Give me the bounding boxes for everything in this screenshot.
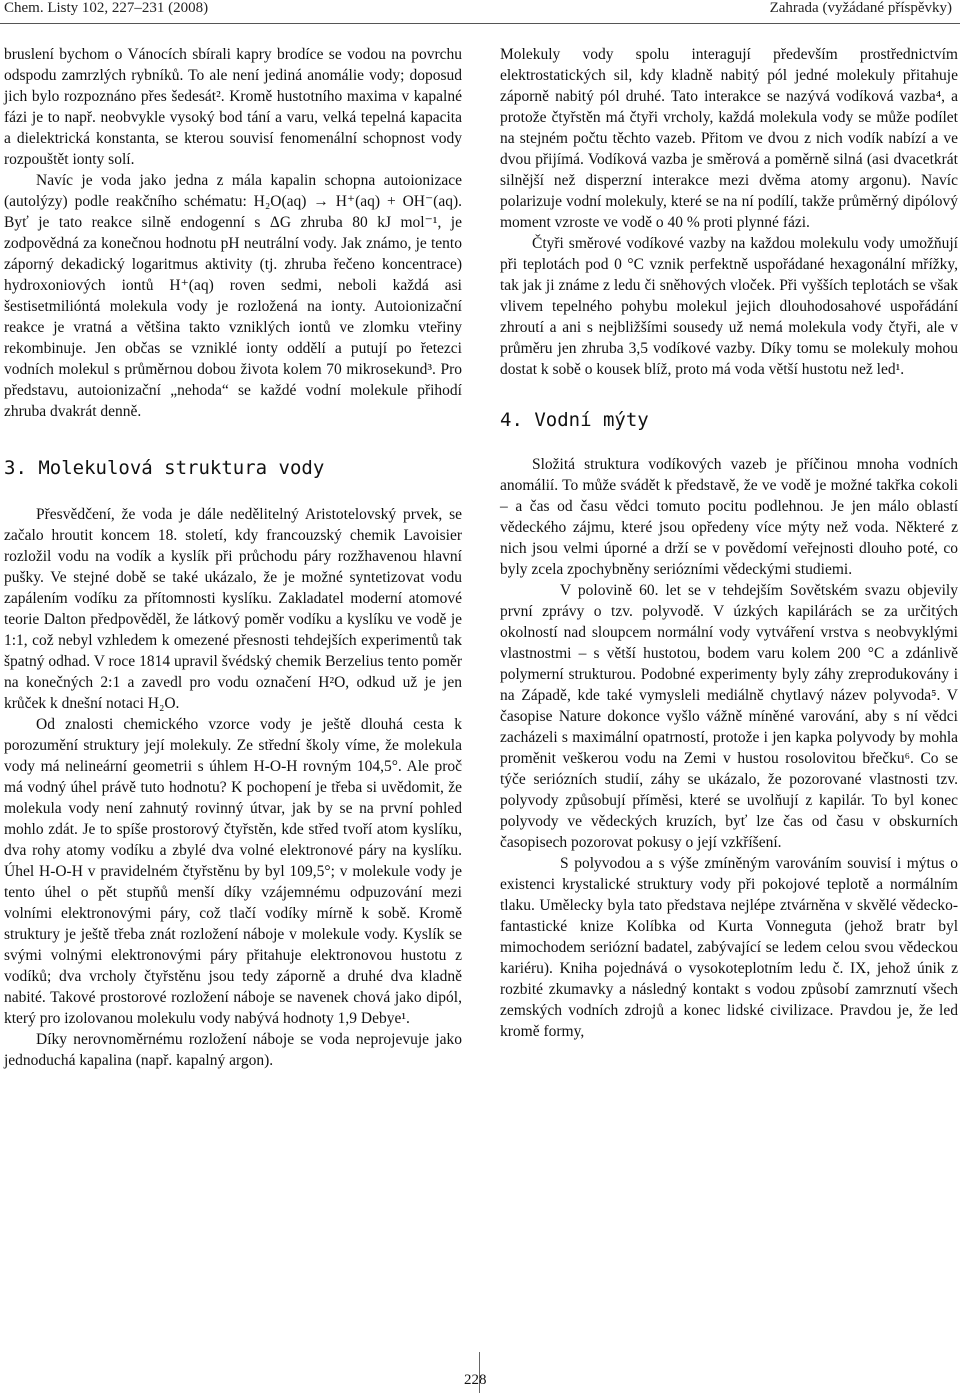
paragraph: V polovině 60. let se v tehdejším Sovětském svazu objevily první zprávy o tzv. polyvodě. V úzkých kapilárách se za určitých okolností nad sloupcem normální vody vytváření vrstva s neobvyklými vlastnostmi – s větší hustotou, bodem varu kolem 200 °C a zdánlivě polymerní strukturou. Podobné experimenty byly záhy zreprodukovány i na Západě, kde také vymysleli mediálně chytlavý název polyvoda⁵. V časopise Nature dokonce vyšlo vážně míněné varování, aby s ní vědci zacházeli s maximální opatrností, protože i jen kapka polyvody by mohla proměnit veškerou vodu na Zemi v hustou rosolovitou břečku⁶. Co se týče seriózních studií, záhy se ukázalo, že pozorované vlastnosti tzv. polyvody způsobují příměsi, které se uvolňují z kapilár. To byl konec polyvody ve vědeckých kruzích, byť lze čas od času v obskurních časopisech pozorovat pokusy o její vzkříšení. <box>500 582 958 851</box>
paragraph: Molekuly vody spolu interagují především prostřednictvím elektrostatických sil, kdy kladně nabitý pól jedné molekuly přitahuje záporně nabitý pól druhé. Tato interakce se nazývá vodíková vazba⁴, a protože čtyřstěn má čtyři vrcholy, každá molekula vody se může podílet na stejném počtu těchto vazeb. Přitom ve dvou z nich vodík nabízí a ve dvou přijímá. Vodíková vazba je směrová a poměrně silná (asi dvacetkrát silnější než disperzní interakce mezi dvěma atomy argonu). Navíc polarizuje vodní molekuly, které se na ní podílí, takže průměrný dipólový moment vzroste ve vodě o 40 % proti plynné fázi. <box>500 46 958 231</box>
paragraph: Přesvědčení, že voda je dále nedělitelný Aristotelovský prvek, se začalo hroutit koncem 18. století, kdy francouzský chemik Lavoisier rozložil vodu na vodík a kyslík při průchodu páry rozžhavenou hlavní pušky. Ve stejné době se také ukázalo, že je možné syntetizovat vodu zapálením vodíku za přítomnosti kyslíku. Zakladatel moderní atomové teorie Dalton předpověděl, že látkový poměr vodíku a kyslíku ve vodě je 1:1, což nebyl vzhledem k omezené přesnosti tehdejších experimentů tak špatný odhad. V roce 1814 upravil švédský chemik Berzelius tento poměr na konečných 2:1 a zavedl pro vodu označení H²O, odkud už je jen krůček k dnešní notaci H₂O. <box>4 506 462 712</box>
section-heading: 4. Vodní mýty <box>500 409 649 431</box>
left-column <box>4 44 462 1071</box>
paragraph: Díky nerovnoměrnému rozložení náboje se voda neprojevuje jako jednoduchá kapalina (např. kapalný argon). <box>4 1031 462 1069</box>
paragraph: bruslení bychom o Vánocích sbírali kapry brodíce se vodou na povrchu odspodu zamrzlých rybníků. To ale není jediná anomálie vody; doposud jich bylo rozpoznáno přes šedesát². Kromě hustotního maxima v kapalné fázi je to např. neobvykle vysoký bod tání a varu, velká tepelná kapacita a dielektrická konstanta, se kterou souvisí fenomenální schopnost vody rozpouštět ionty solí. <box>4 46 462 168</box>
paragraph: Od znalosti chemického vzorce vody je ještě dlouhá cesta k porozumění struktury její molekuly. Ze střední školy víme, že molekula vody má nelineární geometrii s úhlem H-O-H rovným 104,5°. Ale proč má vodný úhel právě tuto hodnotu? K pochopení je třeba si uvědomit, že molekula vody není zahnutý rovinný útvar, jak by se na první pohled mohlo zdát. Je to spíše prostorový čtyřstěn, kde střed tvoří atom kyslíku, dva rohy atomy vodíku a zbylé dva volné elektronové páry na kyslíku. Úhel H-O-H v pravidelném čtyřstěnu by byl 109,5°; v molekule vody je tento úhel o pět stupňů menší díky vzájemnému odpuzování mezi volními elektronovými páry, což tlačí vodíky mírně k sobě. Kromě struktury je ještě třeba znát rozložení náboje v molekule vody. Kyslík se svými volnými elektronovými páry přitahuje elektronovou hustotu z vodíků; dva vrcholy čtyřstěnu jsou tedy záporně a druhé dva kladně nabité. Takové prostorové rozložení náboje se navenek chová jako dipól, který pro izolovanou molekulu vody nabývá hodnoty 1,9 Debye¹. <box>4 716 462 1027</box>
section-label: Zahrada (vyžádané příspěvky) <box>769 0 952 16</box>
paragraph: Čtyři směrové vodíkové vazby na každou molekulu vody umožňují při teplotách pod 0 °C vznik perfektně uspořádané hexagonální mřížky, tak jak ji známe z ledu či sněhových vloček. Při vyšších teplotách se však vlivem tepelného pohybu molekul jejich dlouhodosahové uspořádání zhroutí a ani s nejbližšími sousedy už nemá molekula vody čtyři, ale v průměru jen zhruba 3,5 vodíkové vazby. Díky tomu se molekuly mohou dostat k sobě o kousek blíž, proto má voda větší hustotu než led¹. <box>500 235 958 378</box>
section-heading: 3. Molekulová struktura vody <box>4 457 325 479</box>
journal-citation: Chem. Listy 102, 227–231 (2008) <box>4 0 209 16</box>
paragraph: Navíc je voda jako jedna z mála kapalin schopna autoionizace (autolýzy) podle reakčního schématu: H₂O(aq) → H⁺(aq) + OH⁻(aq). Byť je tato reakce silně endogenní s ΔG zhruba 80 kJ mol⁻¹, je zodpovědná za konečnou hodnotu pH neutrální vody. Jak známo, je tento záporný dekadický logaritmus aktivity (tj. zhruba řečeno koncentrace) hydroxoniových iontů H⁺(aq) roven sedmi, neboli každá asi šestisetmilióntá molekula vody je rozložená na ionty. Autoionizační reakce je vratná a většina takto vzniklých iontů ve zlomku vteřiny rekombinuje. Jen občas se vzniklé ionty oddělí a putují po řetezci vodních molekul s průměrnou dobou života kolem 70 mikrosekund³. Pro představu, autoionizační „nehoda“ se každé vodní molekule přihodí zhruba dvakrát denně. <box>4 172 462 420</box>
page-number: 228 <box>464 1372 487 1388</box>
header-rule <box>0 23 960 24</box>
right-column <box>500 44 958 1042</box>
running-header <box>0 0 960 20</box>
paragraph: Složitá struktura vodíkových vazeb je příčinou mnoha vodních anomálií. To může svádět k představě, že ve vodě je možné takřka cokoli – a čas od času vědci tomuto pocitu podlehnou. Je jen málo oblastí vědeckého zájmu, které jsou opředeny více mýty než voda. Některé z nich jsou velmi úporné a drží se v povědomí veřejnosti dlouho poté, co byly zcela zpochybněny seriózními vědeckými studiemi. <box>500 456 958 578</box>
paragraph: S polyvodou a s výše zmíněným varováním souvisí i mýtus o existenci krystalické struktury vody při pokojové teplotě a normálním tlaku. Umělecky byla tato představa nejlépe ztvárněna v skvělé vědecko-fantastické knize Kolíbka od Kurta Vonneguta (jehož bratr byl mimochodem seriózní badatel, zabývající se ledem celou svou vědeckou kariéru). Kniha pojednává o vysokoteplotním ledu č. IX, jehož únik z rozbité zkumavky a následný kontakt s vodou způsobí zamrznutí všech zemských vodních zdrojů a konec lidské civilizace. Pravdou je, že led kromě formy, <box>500 855 958 1040</box>
